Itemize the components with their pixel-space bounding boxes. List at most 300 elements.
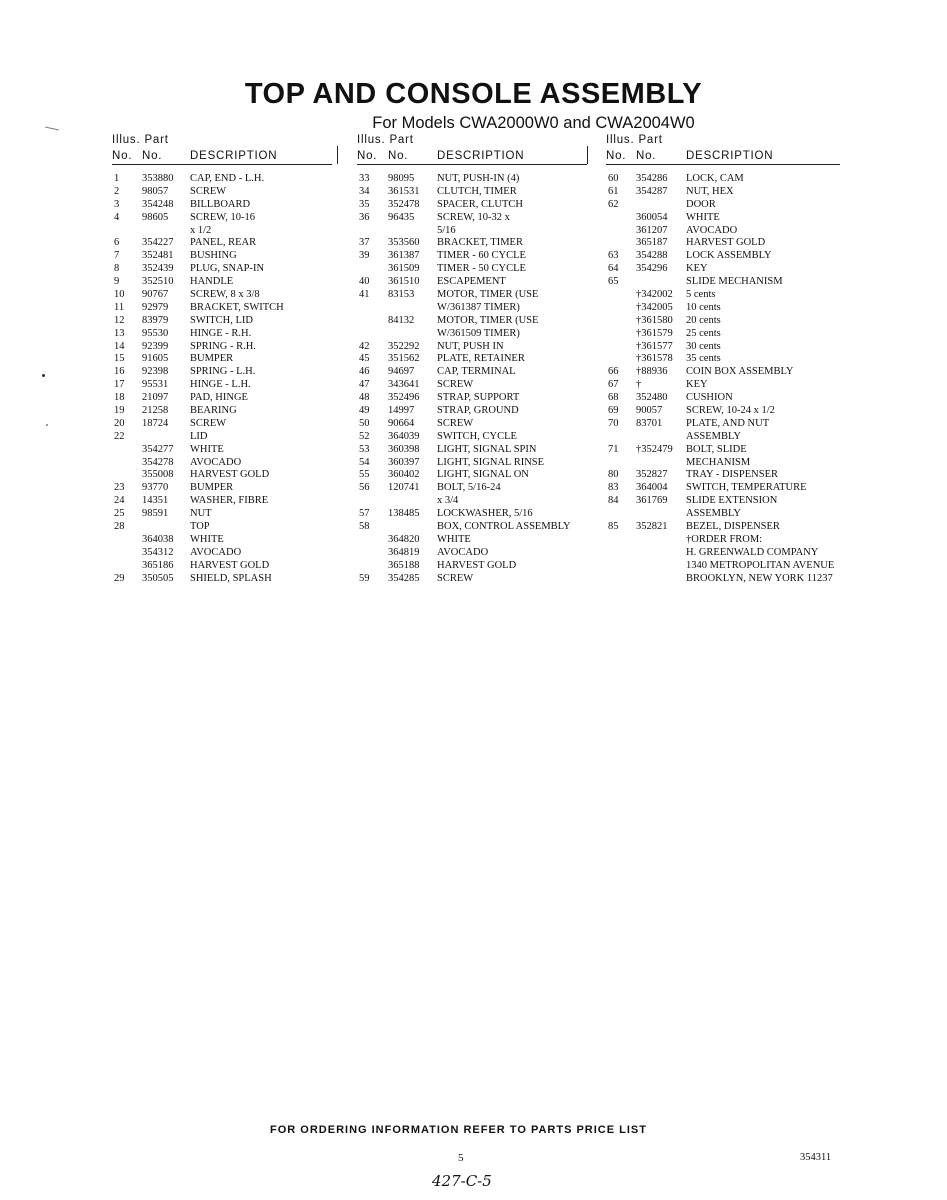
part-number: 352478 <box>388 198 420 210</box>
illus-number: 34 <box>359 185 370 197</box>
part-number: 354312 <box>142 546 174 558</box>
part-number: 354278 <box>142 456 174 468</box>
illus-number: 42 <box>359 340 370 352</box>
part-description: CAP, END - L.H. <box>190 173 265 184</box>
part-description: ESCAPEMENT <box>437 276 506 288</box>
part-description: HARVEST GOLD <box>686 237 766 249</box>
illus-number: 2 <box>114 185 120 197</box>
part-description: AVOCADO <box>437 546 489 558</box>
part-row <box>606 469 840 482</box>
part-row <box>606 508 840 521</box>
part-description: PLATE, RETAINER <box>437 353 525 365</box>
illus-number: 80 <box>608 469 619 481</box>
part-description: 5 cents <box>686 289 716 301</box>
part-row <box>112 302 332 315</box>
part-description: AVOCADO <box>686 224 738 236</box>
illus-number: 68 <box>608 392 619 404</box>
part-description: NUT <box>190 508 212 520</box>
illus-number: 19 <box>114 405 125 417</box>
part-row <box>112 405 332 418</box>
illus-number: 17 <box>114 379 125 391</box>
part-description: KEY <box>686 263 708 275</box>
illus-number: 61 <box>608 185 619 197</box>
part-row <box>357 457 587 470</box>
part-number: 95530 <box>142 327 169 339</box>
part-description: HARVEST GOLD <box>437 559 517 571</box>
part-description: BEZEL, DISPENSER <box>686 521 780 533</box>
part-number: 352510 <box>142 276 174 288</box>
part-description: BOX, CONTROL ASSEMBLY <box>437 521 571 533</box>
part-number: 361387 <box>388 250 420 262</box>
illus-number: 85 <box>608 521 619 533</box>
illus-number: 14 <box>114 340 125 352</box>
part-description: PANEL, REAR <box>190 237 257 249</box>
part-description: CLUTCH, TIMER <box>437 185 517 197</box>
illus-number: 45 <box>359 353 370 365</box>
part-description: 35 cents <box>686 353 721 365</box>
part-description: COIN BOX ASSEMBLY <box>686 366 794 378</box>
part-description: 5/16 <box>437 224 456 236</box>
part-row <box>606 276 840 289</box>
part-number: 95531 <box>142 379 169 391</box>
illus-number: 41 <box>359 289 370 301</box>
part-description: SCREW <box>437 572 474 584</box>
part-description: PLATE, AND NUT <box>686 417 770 429</box>
illus-number: 50 <box>359 417 370 429</box>
illus-number: 39 <box>359 250 370 262</box>
part-description: SLIDE MECHANISM <box>686 276 783 288</box>
illus-number: 20 <box>114 417 125 429</box>
part-description: 25 cents <box>686 327 721 339</box>
part-row <box>606 379 840 392</box>
part-description: SCREW, 10-24 x 1/2 <box>686 405 775 417</box>
part-row <box>112 199 332 212</box>
page-number: 5 <box>458 1152 464 1164</box>
part-number: 355008 <box>142 469 174 481</box>
part-description: 30 cents <box>686 340 721 352</box>
part-number: 354286 <box>636 173 668 184</box>
part-description: SCREW <box>437 379 474 391</box>
part-description: ASSEMBLY <box>686 430 741 442</box>
part-row <box>606 353 840 366</box>
part-description: x 1/2 <box>190 224 212 236</box>
part-row <box>357 250 587 263</box>
part-row <box>112 225 332 238</box>
part-description: SCREW <box>190 417 227 429</box>
part-description: AVOCADO <box>190 456 242 468</box>
part-number: †342002 <box>636 289 673 301</box>
part-description: SCREW <box>190 185 227 197</box>
part-number: 361531 <box>388 185 420 197</box>
part-row <box>112 353 332 366</box>
part-row <box>606 225 840 238</box>
header-illus-no: No. <box>606 150 627 162</box>
part-number: †88936 <box>636 366 668 378</box>
illus-number: 12 <box>114 314 125 326</box>
illus-number: 9 <box>114 276 120 288</box>
part-row <box>606 199 840 212</box>
part-number: 354277 <box>142 443 174 455</box>
part-number: †352479 <box>636 443 673 455</box>
illus-number: 54 <box>359 456 370 468</box>
illus-number: 53 <box>359 443 370 455</box>
part-description: PLUG, SNAP-IN <box>190 263 265 275</box>
part-number: 120741 <box>388 482 420 494</box>
part-number: 21258 <box>142 405 169 417</box>
part-row <box>606 418 840 431</box>
illus-number: 6 <box>114 237 120 249</box>
part-description: BUSHING <box>190 250 237 262</box>
scan-dot <box>46 424 48 426</box>
part-row <box>357 482 587 495</box>
part-number: 365188 <box>388 559 420 571</box>
part-number: 360397 <box>388 456 420 468</box>
part-description: LIGHT, SIGNAL RINSE <box>437 456 545 468</box>
illus-number: 60 <box>608 173 619 184</box>
part-row <box>112 341 332 354</box>
part-number: 83701 <box>636 417 663 429</box>
part-description: SWITCH, CYCLE <box>437 430 517 442</box>
part-number: 364039 <box>388 430 420 442</box>
part-row <box>357 328 587 341</box>
part-description: SPRING - L.H. <box>190 366 256 378</box>
part-row <box>606 328 840 341</box>
parts-column-2 <box>357 134 587 586</box>
part-number: 360054 <box>636 211 668 223</box>
part-row <box>357 431 587 444</box>
part-row <box>357 379 587 392</box>
column-divider <box>587 146 588 164</box>
part-description: BEARING <box>190 405 237 417</box>
part-row <box>112 560 332 573</box>
part-number: †361580 <box>636 314 673 326</box>
part-row <box>357 495 587 508</box>
part-number: 353880 <box>142 173 174 184</box>
illus-number: 4 <box>114 211 120 223</box>
part-number: †361579 <box>636 327 673 339</box>
header-part-no: No. <box>388 150 409 162</box>
part-row <box>357 341 587 354</box>
part-number: 354296 <box>636 263 668 275</box>
part-row <box>606 431 840 444</box>
part-description: BOLT, SLIDE <box>686 443 747 455</box>
part-number: 364820 <box>388 533 420 545</box>
document-number: 354311 <box>800 1152 832 1163</box>
part-number: 138485 <box>388 508 420 520</box>
header-illus-no: No. <box>357 150 378 162</box>
part-number: 92398 <box>142 366 169 378</box>
part-description: HINGE - L.H. <box>190 379 251 391</box>
illus-number: 62 <box>608 198 619 210</box>
part-row <box>112 173 332 186</box>
part-row <box>606 366 840 379</box>
part-row <box>606 457 840 470</box>
illus-number: 46 <box>359 366 370 378</box>
illus-number: 65 <box>608 276 619 288</box>
part-row <box>606 186 840 199</box>
part-description: STRAP, GROUND <box>437 405 519 417</box>
part-row <box>606 302 840 315</box>
illus-number: 7 <box>114 250 120 262</box>
part-description: LIGHT, SIGNAL ON <box>437 469 529 481</box>
header-illus-part: Illus. Part <box>357 134 414 146</box>
part-number: 98591 <box>142 508 169 520</box>
part-row <box>112 289 332 302</box>
part-description: AVOCADO <box>190 546 242 558</box>
part-description: BROOKLYN, NEW YORK 11237 <box>686 572 833 584</box>
part-row <box>112 573 332 586</box>
part-description: NUT, HEX <box>686 185 734 197</box>
part-description: WHITE <box>437 533 471 545</box>
part-row <box>357 573 587 586</box>
part-row <box>112 186 332 199</box>
part-description: W/361387 TIMER) <box>437 301 520 313</box>
column-header <box>606 134 840 165</box>
part-description: MOTOR, TIMER (USE <box>437 289 539 301</box>
part-row <box>112 444 332 457</box>
part-description: BILLBOARD <box>190 198 251 210</box>
header-illus-part: Illus. Part <box>112 134 169 146</box>
part-row <box>112 263 332 276</box>
part-row <box>357 225 587 238</box>
illus-number: 33 <box>359 173 370 184</box>
illus-number: 57 <box>359 508 370 520</box>
part-description: SPRING - R.H. <box>190 340 256 352</box>
header-part-no: No. <box>636 150 657 162</box>
part-row <box>112 315 332 328</box>
part-row <box>112 547 332 560</box>
illus-number: 47 <box>359 379 370 391</box>
part-description: SCREW <box>437 417 474 429</box>
header-part-no: No. <box>142 150 163 162</box>
part-description: WHITE <box>190 443 224 455</box>
illus-number: 23 <box>114 482 125 494</box>
part-row <box>112 212 332 225</box>
illus-number: 35 <box>359 198 370 210</box>
part-row <box>606 392 840 405</box>
part-row <box>112 418 332 431</box>
part-row <box>112 392 332 405</box>
part-row <box>606 521 840 534</box>
part-number: 83979 <box>142 314 169 326</box>
part-row <box>606 289 840 302</box>
part-row <box>112 482 332 495</box>
illus-number: 84 <box>608 495 619 507</box>
illus-number: 40 <box>359 276 370 288</box>
part-number: †361578 <box>636 353 673 365</box>
part-number: 352481 <box>142 250 174 262</box>
part-number: 352496 <box>388 392 420 404</box>
part-description: 20 cents <box>686 314 721 326</box>
part-number: 98057 <box>142 185 169 197</box>
part-description: MECHANISM <box>686 456 751 468</box>
part-row <box>112 521 332 534</box>
part-row <box>112 457 332 470</box>
part-description: SHIELD, SPLASH <box>190 572 272 584</box>
part-number: 352292 <box>388 340 420 352</box>
header-illus-part: Illus. Part <box>606 134 663 146</box>
part-number: 90664 <box>388 417 415 429</box>
part-number: 96435 <box>388 211 415 223</box>
illus-number: 69 <box>608 405 619 417</box>
part-description: PAD, HINGE <box>190 392 248 404</box>
part-description: CUSHION <box>686 392 733 404</box>
part-row <box>606 547 840 560</box>
part-description: †ORDER FROM: <box>686 533 763 545</box>
illus-number: 37 <box>359 237 370 249</box>
illus-number: 71 <box>608 443 619 455</box>
illus-number: 66 <box>608 366 619 378</box>
part-number: 361207 <box>636 224 668 236</box>
illus-number: 56 <box>359 482 370 494</box>
part-row <box>357 547 587 560</box>
part-row <box>357 199 587 212</box>
part-number: 92399 <box>142 340 169 352</box>
part-number: †342005 <box>636 301 673 313</box>
part-description: SWITCH, TEMPERATURE <box>686 482 807 494</box>
part-description: WHITE <box>190 533 224 545</box>
handwritten-note: 427-C-5 <box>432 1172 492 1190</box>
illus-number: 10 <box>114 289 125 301</box>
illus-number: 83 <box>608 482 619 494</box>
part-description: H. GREENWALD COMPANY <box>686 546 819 558</box>
part-row <box>112 276 332 289</box>
part-row <box>606 560 840 573</box>
scan-dot <box>42 374 45 377</box>
part-row <box>606 237 840 250</box>
part-number: 93770 <box>142 482 169 494</box>
header-illus-no: No. <box>112 150 133 162</box>
part-description: W/361509 TIMER) <box>437 327 520 339</box>
illus-number: 22 <box>114 430 125 442</box>
part-number: 91605 <box>142 353 169 365</box>
part-description: LIGHT, SIGNAL SPIN <box>437 443 537 455</box>
part-description: SPACER, CLUTCH <box>437 198 523 210</box>
part-row <box>357 315 587 328</box>
part-row <box>112 237 332 250</box>
part-description: TIMER - 50 CYCLE <box>437 263 526 275</box>
header-description: DESCRIPTION <box>190 150 278 162</box>
part-number: 365186 <box>142 559 174 571</box>
page-title: TOP AND CONSOLE ASSEMBLY <box>244 78 703 110</box>
column-divider <box>337 146 338 164</box>
illus-number: 55 <box>359 469 370 481</box>
part-row <box>112 508 332 521</box>
illus-number: 18 <box>114 392 125 404</box>
part-description: KEY <box>686 379 708 391</box>
part-row <box>112 469 332 482</box>
illus-number: 64 <box>608 263 619 275</box>
part-row <box>357 353 587 366</box>
illus-number: 63 <box>608 250 619 262</box>
part-number: 353560 <box>388 237 420 249</box>
part-description: NUT, PUSH-IN (4) <box>437 173 520 184</box>
part-row <box>357 289 587 302</box>
part-row <box>357 508 587 521</box>
part-description: LID <box>190 430 208 442</box>
part-description: HANDLE <box>190 276 234 288</box>
part-description: 1340 METROPOLITAN AVENUE <box>686 559 835 571</box>
part-description: MOTOR, TIMER (USE <box>437 314 539 326</box>
illus-number: 28 <box>114 521 125 533</box>
part-row <box>112 250 332 263</box>
illus-number: 49 <box>359 405 370 417</box>
part-number: 364819 <box>388 546 420 558</box>
illus-number: 58 <box>359 521 370 533</box>
part-number: 354227 <box>142 237 174 249</box>
part-row <box>606 534 840 547</box>
part-row <box>357 302 587 315</box>
part-row <box>112 366 332 379</box>
part-row <box>606 405 840 418</box>
part-row <box>112 495 332 508</box>
ordering-info-footer: FOR ORDERING INFORMATION REFER TO PARTS PRICE LIST <box>270 1124 647 1136</box>
part-description: HARVEST GOLD <box>190 559 270 571</box>
part-number: 352439 <box>142 263 174 275</box>
part-row <box>357 366 587 379</box>
part-row <box>357 418 587 431</box>
part-description: x 3/4 <box>437 495 459 507</box>
part-description: LOCK ASSEMBLY <box>686 250 772 262</box>
part-number: † <box>636 379 642 391</box>
part-row <box>606 315 840 328</box>
part-description: STRAP, SUPPORT <box>437 392 520 404</box>
illus-number: 24 <box>114 495 125 507</box>
part-description: SCREW, 10-32 x <box>437 211 510 223</box>
part-description: SWITCH, LID <box>190 314 253 326</box>
part-number: 18724 <box>142 417 169 429</box>
part-description: BRACKET, SWITCH <box>190 301 284 313</box>
illus-number: 15 <box>114 353 125 365</box>
part-row <box>357 405 587 418</box>
part-number: 351562 <box>388 353 420 365</box>
part-row <box>357 276 587 289</box>
illus-number: 70 <box>608 417 619 429</box>
column-header <box>112 134 332 165</box>
part-description: SCREW, 10-16 <box>190 211 255 223</box>
part-number: 352827 <box>636 469 668 481</box>
part-row <box>606 482 840 495</box>
part-number: 90767 <box>142 289 169 301</box>
part-row <box>112 379 332 392</box>
part-description: BUMPER <box>190 482 234 494</box>
illus-number: 52 <box>359 430 370 442</box>
part-description: ASSEMBLY <box>686 508 741 520</box>
part-number: 21097 <box>142 392 169 404</box>
part-row <box>357 263 587 276</box>
part-description: BUMPER <box>190 353 234 365</box>
part-number: 354248 <box>142 198 174 210</box>
part-number: 361769 <box>636 495 668 507</box>
part-row <box>606 495 840 508</box>
part-description: TRAY - DISPENSER <box>686 469 778 481</box>
part-description: WHITE <box>686 211 720 223</box>
part-number: 83153 <box>388 289 415 301</box>
part-row <box>112 534 332 547</box>
part-description: SCREW, 8 x 3/8 <box>190 289 260 301</box>
part-description: TOP <box>190 521 210 533</box>
part-number: 92979 <box>142 301 169 313</box>
part-number: 98095 <box>388 173 415 184</box>
part-number: 343641 <box>388 379 420 391</box>
illus-number: 29 <box>114 572 125 584</box>
illus-number: 59 <box>359 572 370 584</box>
column-header <box>357 134 587 165</box>
illus-number: 25 <box>114 508 125 520</box>
part-description: CAP, TERMINAL <box>437 366 516 378</box>
part-row <box>357 560 587 573</box>
part-row <box>606 250 840 263</box>
